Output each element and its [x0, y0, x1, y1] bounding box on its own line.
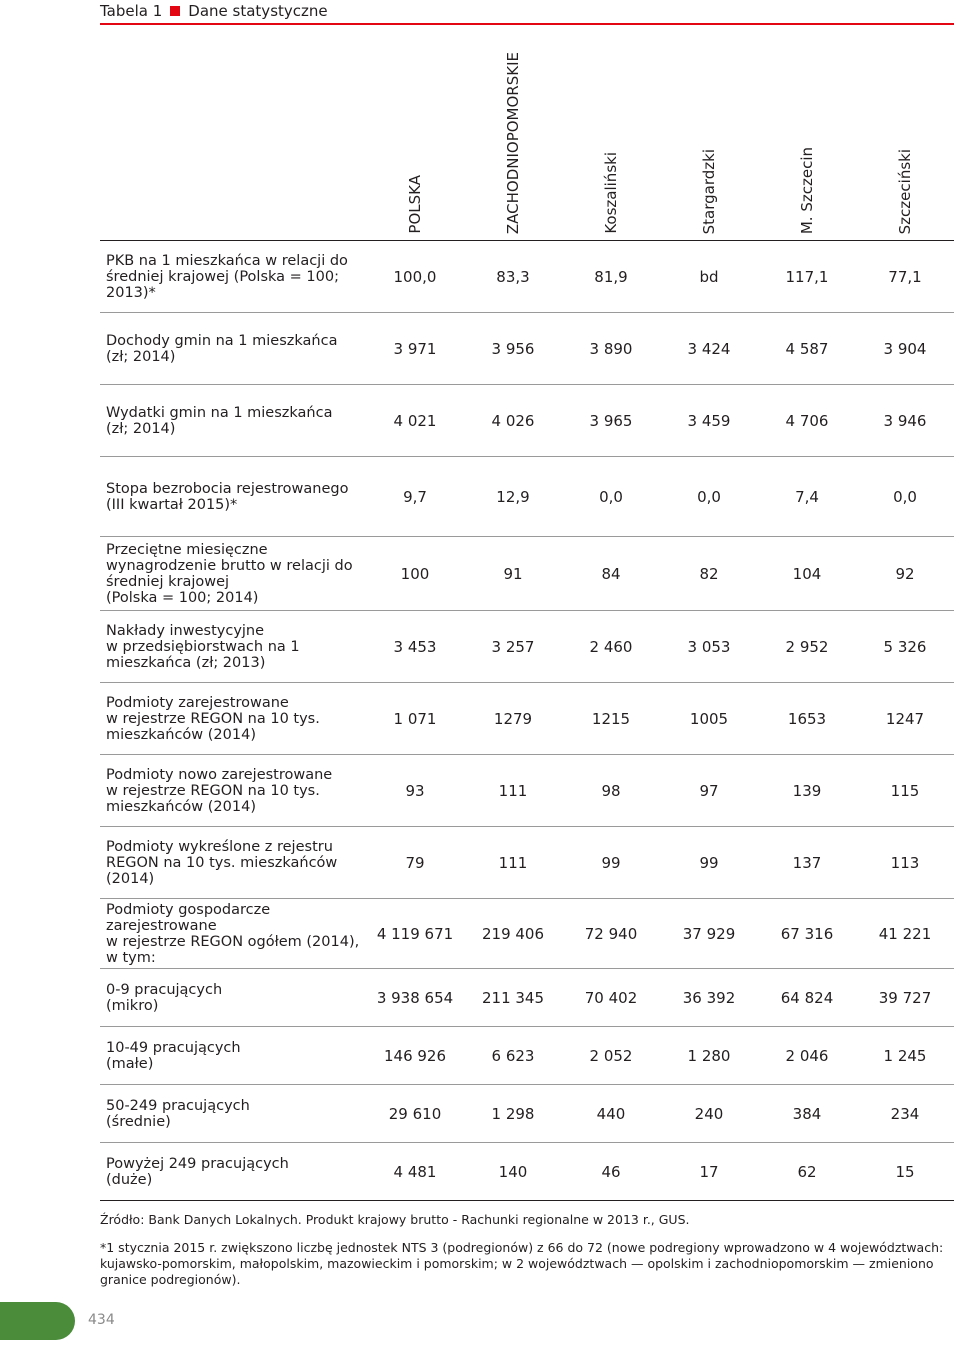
- table-cell: 0,0: [562, 457, 660, 537]
- table-cell: 4 119 671: [366, 899, 464, 969]
- table-cell: bd: [660, 241, 758, 313]
- column-header: ZACHODNIOPOMORSKIE: [464, 30, 562, 241]
- table-cell: 1 245: [856, 1027, 954, 1085]
- column-header: Stargardzki: [660, 30, 758, 241]
- table-cell: 2 052: [562, 1027, 660, 1085]
- table-cell: 211 345: [464, 969, 562, 1027]
- table-row: [100, 899, 954, 969]
- table-cell: 84: [562, 537, 660, 611]
- table-cell: 137: [758, 827, 856, 899]
- table-cell: 4 481: [366, 1143, 464, 1201]
- table-cell: 4 587: [758, 313, 856, 385]
- table-row: [100, 385, 954, 457]
- row-label: 0-9 pracujących (mikro): [100, 969, 366, 1027]
- table-cell: 79: [366, 827, 464, 899]
- row-label: Dochody gmin na 1 mieszkańca (zł; 2014): [100, 313, 366, 385]
- table-cell: 3 424: [660, 313, 758, 385]
- table-cell: 0,0: [660, 457, 758, 537]
- table-cell: 37 929: [660, 899, 758, 969]
- table-cell: 100: [366, 537, 464, 611]
- table-row: [100, 827, 954, 899]
- table-cell: 2 952: [758, 611, 856, 683]
- table-cell: 1 280: [660, 1027, 758, 1085]
- row-label: Wydatki gmin na 1 mieszkańca (zł; 2014): [100, 385, 366, 457]
- row-label: Podmioty nowo zarejestrowane w rejestrze REGON na 10 tys. mieszkańców (2014): [100, 755, 366, 827]
- table-cell: 12,9: [464, 457, 562, 537]
- table-cell: 15: [856, 1143, 954, 1201]
- table-cell: 98: [562, 755, 660, 827]
- table-row: [100, 611, 954, 683]
- table-cell: 17: [660, 1143, 758, 1201]
- table-cell: 111: [464, 755, 562, 827]
- table-cell: 93: [366, 755, 464, 827]
- table-cell: 219 406: [464, 899, 562, 969]
- source-note: Źródło: Bank Danych Lokalnych. Produkt krajowy brutto - Rachunki regionalne w 2013 r., GUS.: [100, 1212, 690, 1227]
- table-cell: 70 402: [562, 969, 660, 1027]
- table-cell: 36 392: [660, 969, 758, 1027]
- table-cell: 4 021: [366, 385, 464, 457]
- table-cell: 64 824: [758, 969, 856, 1027]
- table-cell: 146 926: [366, 1027, 464, 1085]
- statistics-table: [100, 30, 954, 1201]
- row-label: Podmioty zarejestrowane w rejestrze REGON na 10 tys. mieszkańców (2014): [100, 683, 366, 755]
- table-cell: 46: [562, 1143, 660, 1201]
- table-cell: 1215: [562, 683, 660, 755]
- table-cell: 39 727: [856, 969, 954, 1027]
- row-label: Podmioty wykreślone z rejestru REGON na 10 tys. mieszkańców (2014): [100, 827, 366, 899]
- table-cell: 62: [758, 1143, 856, 1201]
- red-square-icon: [170, 6, 180, 16]
- table-cell: 440: [562, 1085, 660, 1143]
- column-header: Szczeciński: [856, 30, 954, 241]
- table-caption: [100, 0, 328, 22]
- row-label: Stopa bezrobocia rejestrowanego (III kwartał 2015)*: [100, 457, 366, 537]
- table-cell: 2 460: [562, 611, 660, 683]
- table-cell: 3 938 654: [366, 969, 464, 1027]
- column-header: M. Szczecin: [758, 30, 856, 241]
- table-cell: 140: [464, 1143, 562, 1201]
- table-cell: 3 257: [464, 611, 562, 683]
- table-cell: 3 053: [660, 611, 758, 683]
- table-cell: 5 326: [856, 611, 954, 683]
- table-cell: 7,4: [758, 457, 856, 537]
- table-cell: 3 904: [856, 313, 954, 385]
- row-label: 10-49 pracujących (małe): [100, 1027, 366, 1085]
- table-cell: 83,3: [464, 241, 562, 313]
- table-row: [100, 969, 954, 1027]
- row-label: Nakłady inwestycyjne w przedsiębiorstwach na 1 mieszkańca (zł; 2013): [100, 611, 366, 683]
- table-cell: 29 610: [366, 1085, 464, 1143]
- table-cell: 139: [758, 755, 856, 827]
- table-cell: 3 965: [562, 385, 660, 457]
- caption-divider: [100, 23, 954, 25]
- column-header: Koszaliński: [562, 30, 660, 241]
- table-cell: 4 706: [758, 385, 856, 457]
- table-cell: 1653: [758, 683, 856, 755]
- row-label: 50-249 pracujących (średnie): [100, 1085, 366, 1143]
- row-label: PKB na 1 mieszkańca w relacji do średniej krajowej (Polska = 100; 2013)*: [100, 241, 366, 313]
- table-row: [100, 537, 954, 611]
- footer-bar: [0, 1302, 75, 1340]
- column-header: POLSKA: [366, 30, 464, 241]
- table-cell: 100,0: [366, 241, 464, 313]
- table-cell: 77,1: [856, 241, 954, 313]
- table-cell: 4 026: [464, 385, 562, 457]
- table-cell: 3 946: [856, 385, 954, 457]
- table-row: [100, 1027, 954, 1085]
- table-cell: 72 940: [562, 899, 660, 969]
- table-cell: 115: [856, 755, 954, 827]
- table-cell: 3 971: [366, 313, 464, 385]
- table-row: [100, 313, 954, 385]
- table-cell: 1 071: [366, 683, 464, 755]
- table-cell: 6 623: [464, 1027, 562, 1085]
- table-cell: 111: [464, 827, 562, 899]
- table-cell: 3 453: [366, 611, 464, 683]
- table-cell: 113: [856, 827, 954, 899]
- table-row: [100, 457, 954, 537]
- table-row: [100, 1143, 954, 1201]
- footnote: *1 stycznia 2015 r. zwiększono liczbę jednostek NTS 3 (podregionów) z 66 do 72 (nowe podregiony wprowadzono w 4 województwach: kujawsko-pomorskim, małopolskim, mazowieckim i pomorskim; w 2 województwach — opolskim i zachodniopomorskim — zmieniono granice podregionów).: [100, 1240, 944, 1287]
- table-cell: 240: [660, 1085, 758, 1143]
- table-cell: 2 046: [758, 1027, 856, 1085]
- row-label: Przeciętne miesięczne wynagrodzenie brutto w relacji do średniej krajowej (Polska = 100; 2014): [100, 537, 366, 611]
- header-label-cell: [100, 30, 366, 241]
- table-cell: 81,9: [562, 241, 660, 313]
- table-cell: 82: [660, 537, 758, 611]
- table-number: Tabela 1: [100, 2, 163, 20]
- table-cell: 99: [660, 827, 758, 899]
- table-cell: 3 459: [660, 385, 758, 457]
- table-cell: 0,0: [856, 457, 954, 537]
- table-row: [100, 755, 954, 827]
- table-cell: 9,7: [366, 457, 464, 537]
- row-label: Powyżej 249 pracujących (duże): [100, 1143, 366, 1201]
- table-cell: 1005: [660, 683, 758, 755]
- table-row: [100, 1085, 954, 1143]
- table-cell: 41 221: [856, 899, 954, 969]
- table-cell: 92: [856, 537, 954, 611]
- table-cell: 97: [660, 755, 758, 827]
- table-cell: 117,1: [758, 241, 856, 313]
- table-cell: 234: [856, 1085, 954, 1143]
- table-cell: 1247: [856, 683, 954, 755]
- table-cell: 3 890: [562, 313, 660, 385]
- table-cell: 384: [758, 1085, 856, 1143]
- table-row: [100, 683, 954, 755]
- table-cell: 91: [464, 537, 562, 611]
- table-title: Dane statystyczne: [188, 2, 328, 20]
- table-cell: 99: [562, 827, 660, 899]
- table-cell: 67 316: [758, 899, 856, 969]
- header-row: [100, 30, 954, 241]
- table-row: [100, 241, 954, 313]
- row-label: Podmioty gospodarcze zarejestrowane w rejestrze REGON ogółem (2014), w tym:: [100, 899, 366, 969]
- table-cell: 104: [758, 537, 856, 611]
- table-cell: 1279: [464, 683, 562, 755]
- page-number: 434: [88, 1312, 115, 1328]
- table-cell: 3 956: [464, 313, 562, 385]
- table-cell: 1 298: [464, 1085, 562, 1143]
